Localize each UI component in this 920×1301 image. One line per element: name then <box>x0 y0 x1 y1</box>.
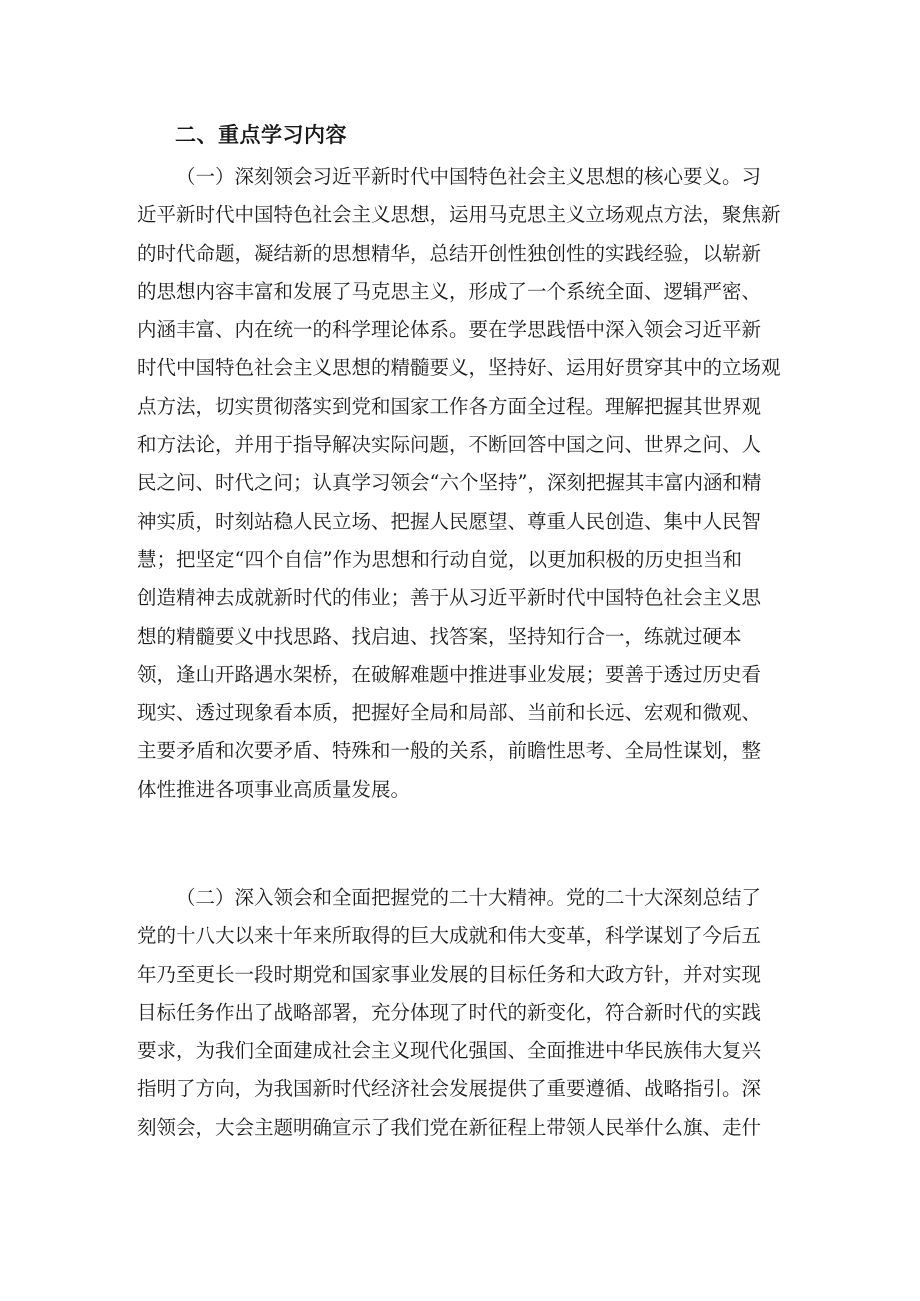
paragraph-line: 创造精神去成就新时代的伟业；善于从习近平新时代中国特色社会主义思 <box>137 586 762 610</box>
paragraph-line: 现实、透过现象看本质，把握好全局和局部、当前和长远、宏观和微观、 <box>137 701 762 725</box>
paragraph-line: 领，逢山开路遇水架桥，在破解难题中推进事业发展；要善于透过历史看 <box>137 662 762 686</box>
paragraph-line: 神实质，时刻站稳人民立场、把握人民愿望、尊重人民创造、集中人民智 <box>137 509 762 533</box>
paragraph-line: （一）深刻领会习近平新时代中国特色社会主义思想的核心要义。习 <box>176 165 762 188</box>
paragraph-line: 的时代命题，凝结新的思想精华，总结开创性独创性的实践经验，以崭新 <box>137 241 762 265</box>
paragraph-line: 民之问、时代之问；认真学习领会“六个坚持”，深刻把握其丰富内涵和精 <box>137 471 762 495</box>
paragraph-line: 党的十八大以来十年来所取得的巨大成就和伟大变革，科学谋划了今后五 <box>137 924 762 948</box>
paragraph-line: 年乃至更长一段时期党和国家事业发展的目标任务和大政方针，并对实现 <box>137 962 762 986</box>
paragraph-line: 近平新时代中国特色社会主义思想，运用马克思主义立场观点方法，聚焦新 <box>137 203 781 227</box>
paragraph-2 <box>137 879 787 1147</box>
paragraph-line: 和方法论，并用于指导解决实际问题，不断回答中国之问、世界之问、人 <box>137 433 762 457</box>
section-heading: 二、重点学习内容 <box>175 123 347 147</box>
paragraph-line: （二）深入领会和全面把握党的二十大精神。党的二十大深刻总结了 <box>176 886 762 909</box>
paragraph-line: 目标任务作出了战略部署，充分体现了时代的新变化，符合新时代的实践 <box>137 1000 762 1024</box>
paragraph-line: 刻领会，大会主题明确宣示了我们党在新征程上带领人民举什么旗、走什 <box>137 1115 762 1139</box>
paragraph-line: 体性推进各项事业高质量发展。 <box>137 777 411 801</box>
paragraph-line: 指明了方向，为我国新时代经济社会发展提供了重要遵循、战略指引。深 <box>137 1077 762 1101</box>
paragraph-line: 点方法，切实贯彻落实到党和国家工作各方面全过程。理解把握其世界观 <box>137 394 762 418</box>
paragraph-line: 主要矛盾和次要矛盾、特殊和一般的关系，前瞻性思考、全局性谋划，整 <box>137 739 762 763</box>
paragraph-line: 时代中国特色社会主义思想的精髓要义，坚持好、运用好贯穿其中的立场观 <box>137 356 781 380</box>
paragraph-line: 内涵丰富、内在统一的科学理论体系。要在学思践悟中深入领会习近平新 <box>137 318 762 342</box>
paragraph-line: 想的精髓要义中找思路、找启迪、找答案，坚持知行合一，练就过硬本 <box>137 624 742 648</box>
paragraph-line: 慧；把坚定“四个自信”作为思想和行动自觉，以更加积极的历史担当和 <box>137 547 742 571</box>
paragraph-line: 要求，为我们全面建成社会主义现代化强国、全面推进中华民族伟大复兴 <box>137 1039 762 1063</box>
paragraph-line: 的思想内容丰富和发展了马克思主义，形成了一个系统全面、逻辑严密、 <box>137 279 762 303</box>
paragraph-1 <box>137 158 787 809</box>
